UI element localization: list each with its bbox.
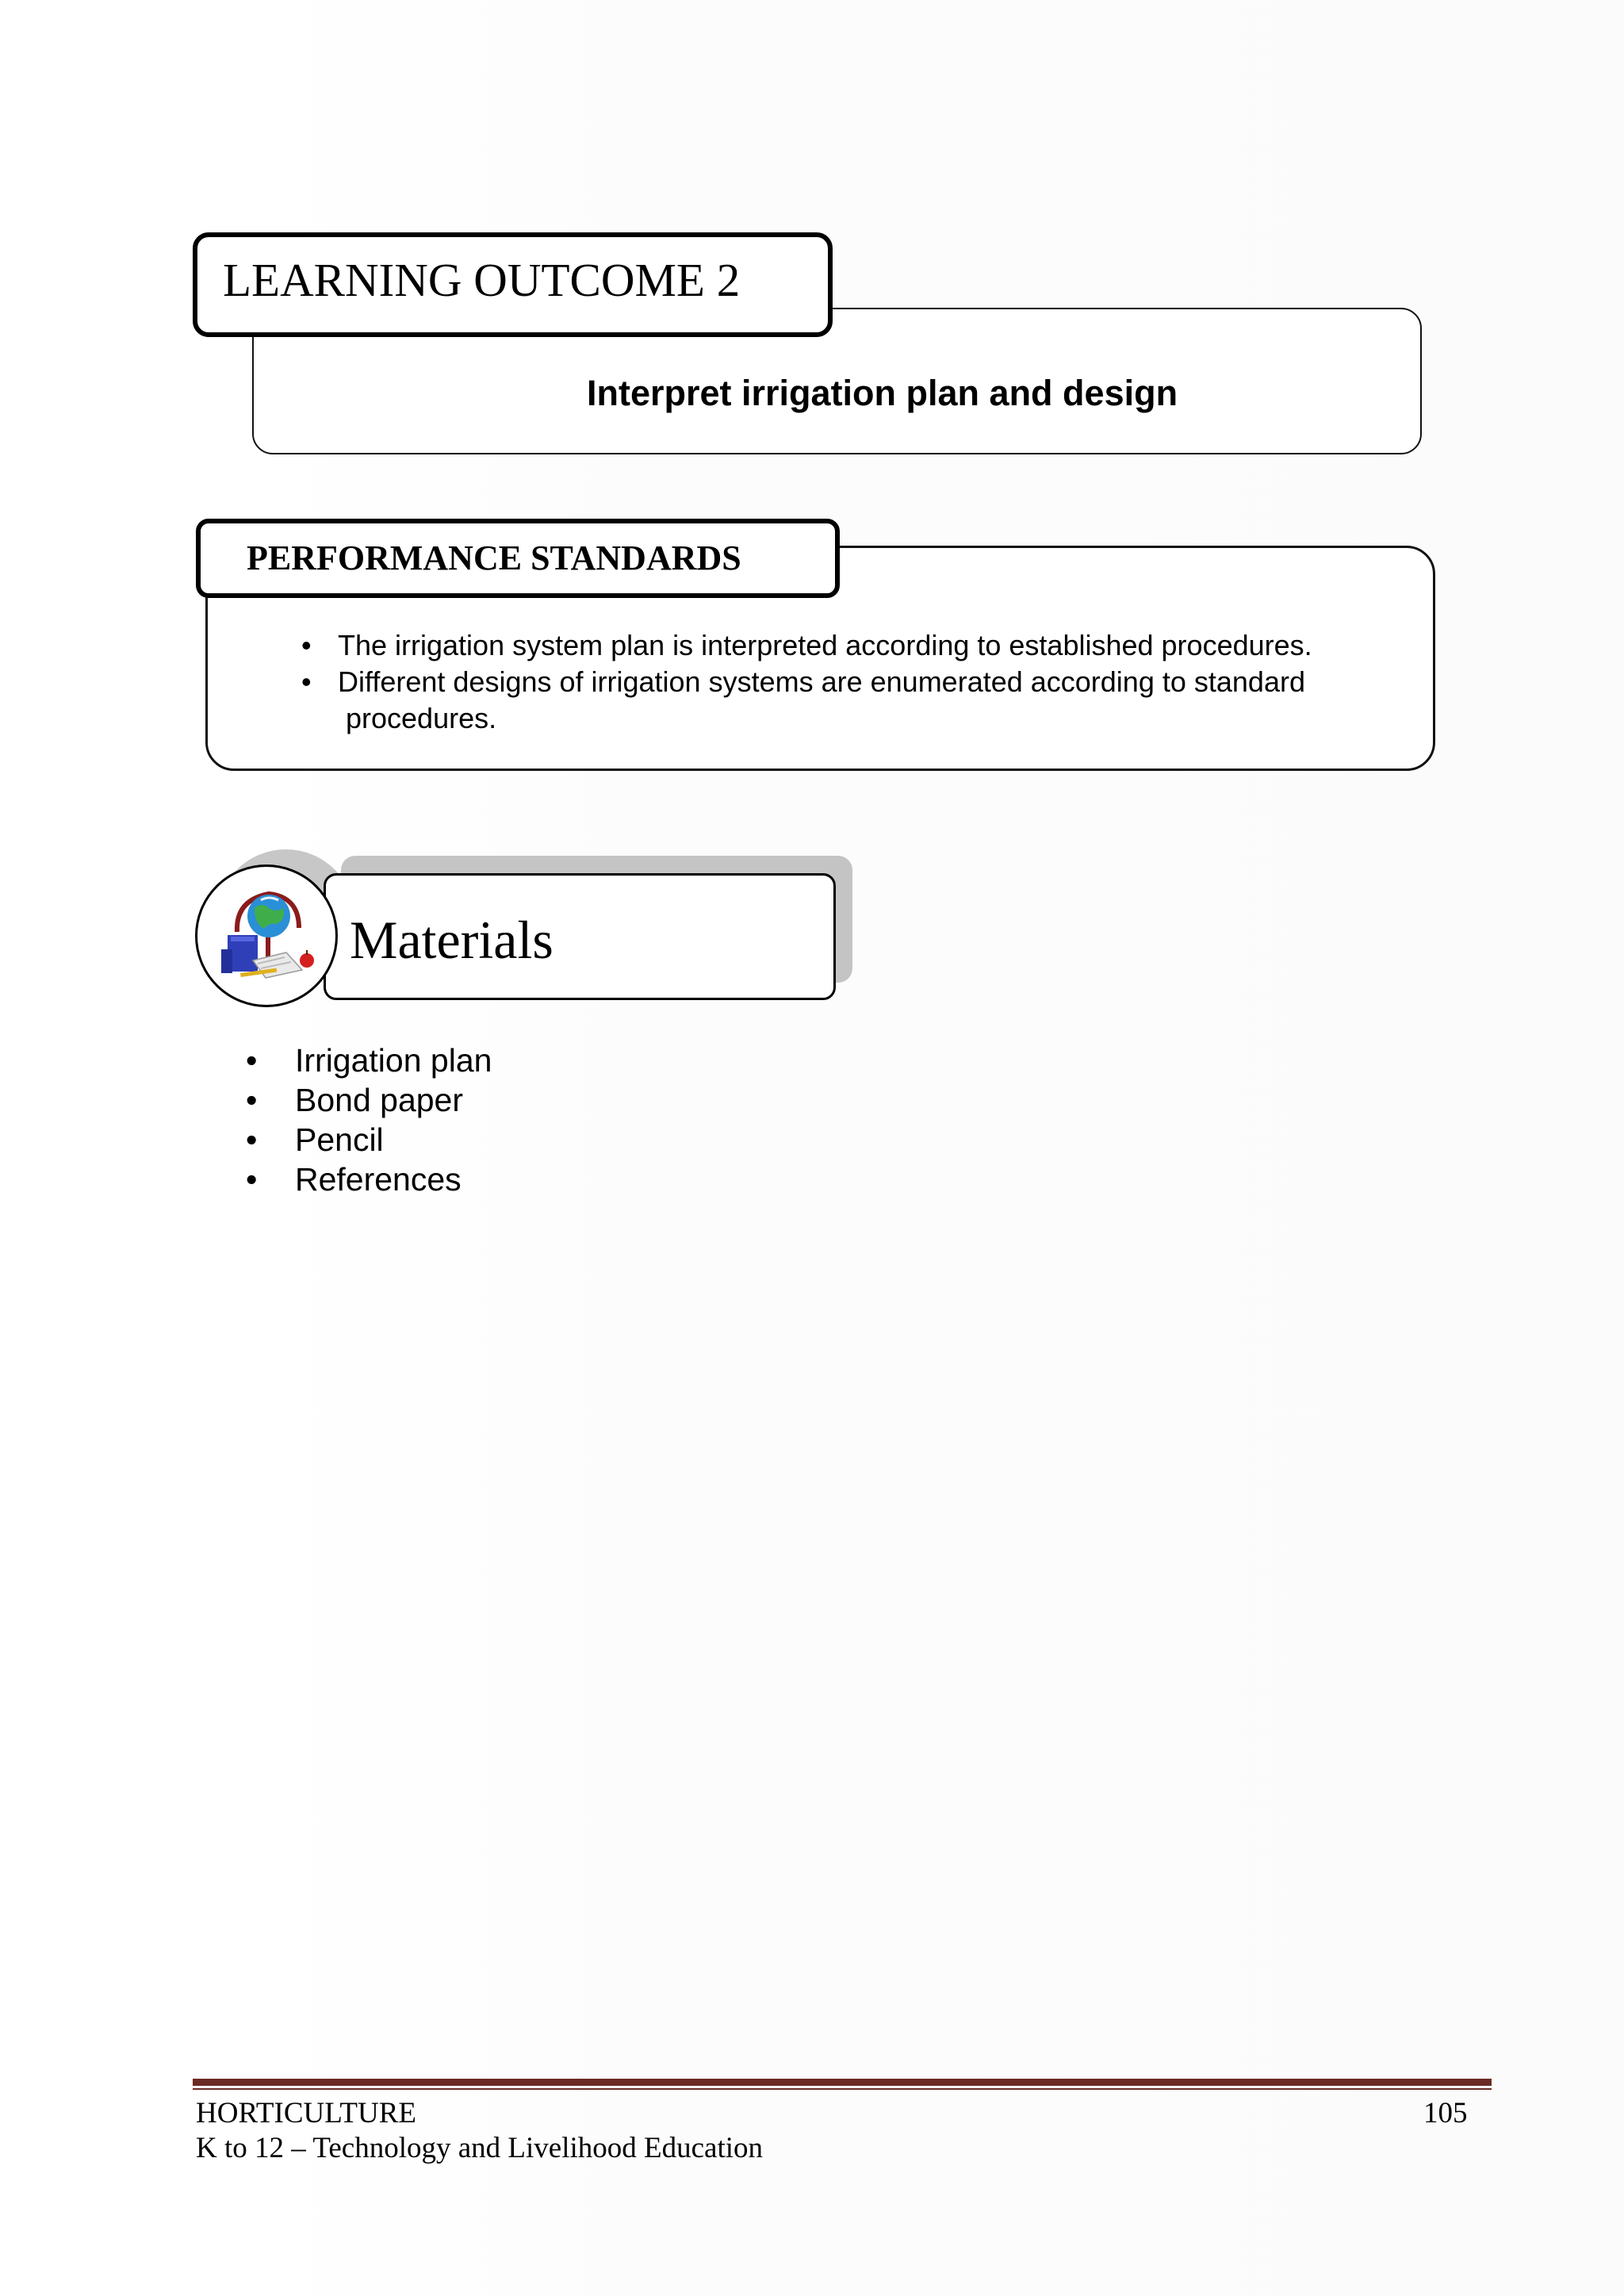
list-item: • References	[243, 1159, 492, 1199]
performance-standards-title: PERFORMANCE STANDARDS	[247, 539, 741, 577]
performance-standards-title-box	[196, 519, 840, 598]
list-item	[295, 664, 1312, 737]
materials-title-box	[324, 873, 836, 1000]
materials-title: Materials	[350, 910, 553, 970]
page-number: 105	[1423, 2097, 1468, 2129]
list-item: • Pencil	[243, 1120, 492, 1159]
globe-books-icon	[213, 884, 324, 987]
list-item-text: The irrigation system plan is interpreted according to established procedures.	[338, 629, 1312, 661]
learning-outcome-title-box	[193, 232, 833, 337]
footer-course: K to 12 – Technology and Livelihood Education	[196, 2132, 764, 2164]
list-item: • Irrigation plan	[243, 1041, 492, 1080]
footer-rule-thin	[193, 2088, 1492, 2090]
learning-outcome-title: LEARNING OUTCOME 2	[223, 254, 741, 306]
list-item-text-continued: procedures.	[346, 702, 497, 734]
footer-rule	[193, 2079, 1492, 2086]
footer-subject: HORTICULTURE	[196, 2097, 417, 2129]
learning-outcome-subtitle: Interpret irrigation plan and design	[587, 373, 1178, 413]
materials-icon-circle	[195, 864, 338, 1007]
list-item	[295, 627, 1312, 664]
list-item: • Bond paper	[243, 1080, 492, 1120]
performance-standards-list	[295, 627, 1312, 737]
materials-list	[243, 1041, 492, 1199]
list-item-text: Different designs of irrigation systems are enumerated according to standard	[338, 665, 1305, 698]
